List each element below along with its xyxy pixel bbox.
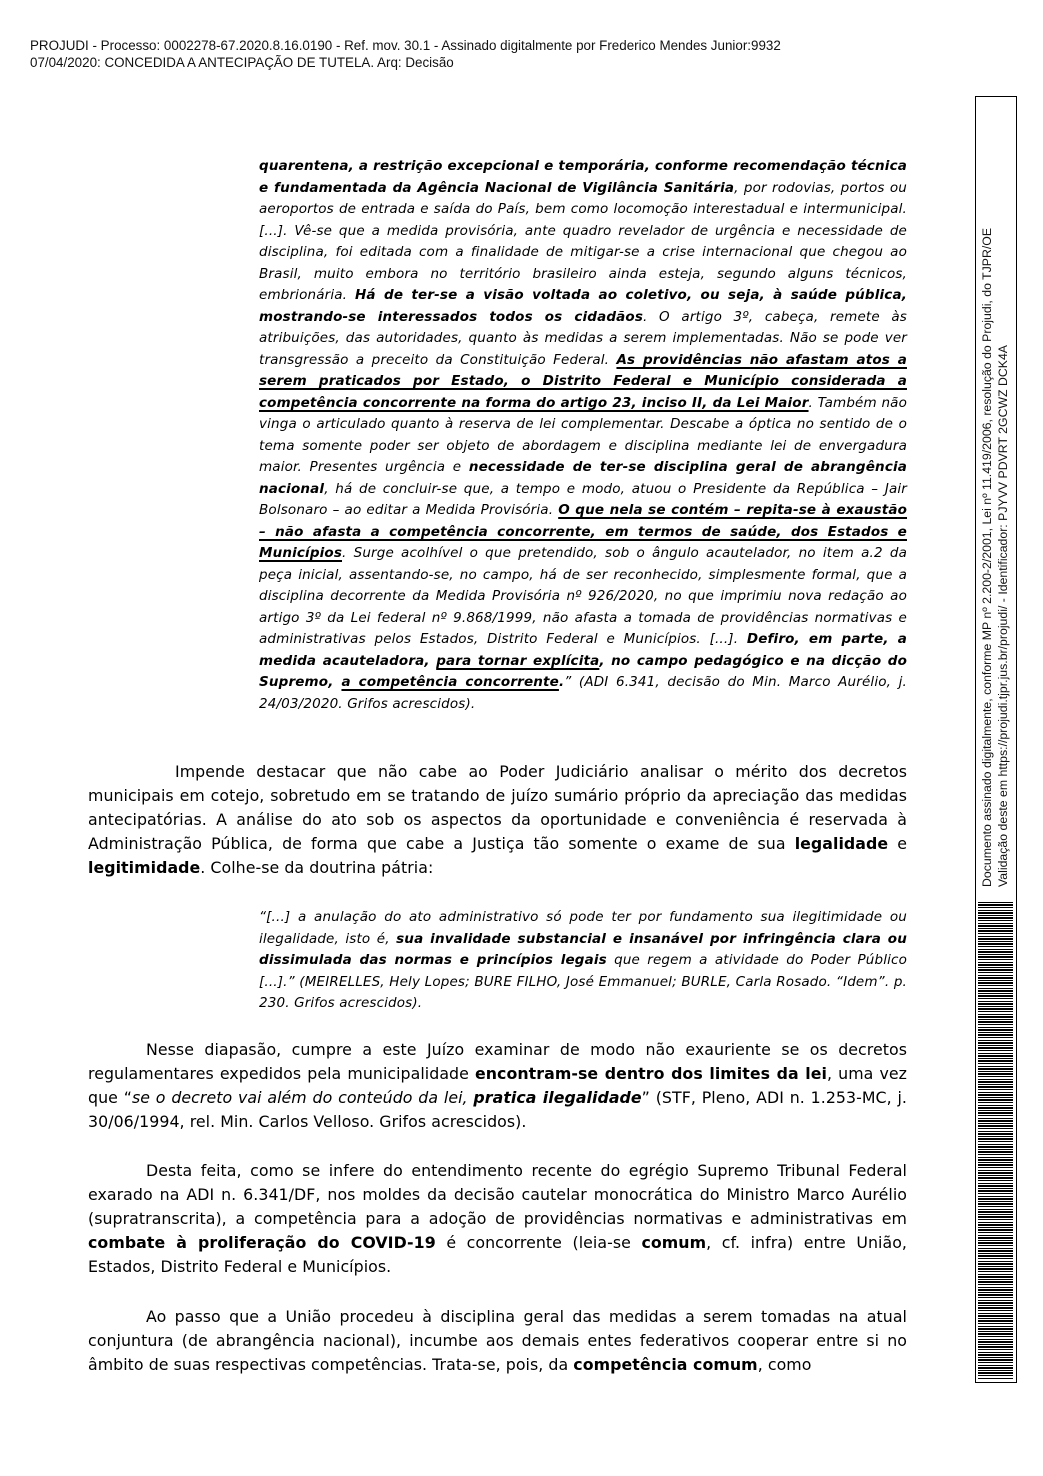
quote-text: . Também não vinga o articulado quanto à reserva de lei complementar. Descabe a óptica no sentido de o tema somente poder ser objeto de abordagem e disciplina mediante lei de envergadura maior. Presentes urgência e [259, 394, 908, 475]
quote-bold-text: . [558, 674, 565, 690]
quote-bold-text: Defiro, em parte, a medida acauteladora, [259, 631, 907, 669]
paragraph-bold-italic-text: pratica ilegalidade [473, 1088, 642, 1107]
paragraph-italic-text: se o decreto vai além do conteúdo da lei, [131, 1088, 474, 1107]
paragraph-text: Ao passo que a União procedeu à disciplina geral das medidas a serem tomadas na atual conjuntura (de abrangência nacional), incumbe aos demais entes federativos cooperar entre si no âmbito de suas respectivas competências. Trata-se, pois, da [88, 1307, 907, 1374]
quote-adi-6341 [259, 156, 907, 715]
header-decision-line: 07/04/2020: CONCEDIDA A ANTECIPAÇÃO DE TUTELA. Arq: Decisão [30, 55, 454, 70]
quote-text: “[...] a anulação do ato administrativo só pode ter por fundamento sua ilegitimidade ou ilegalidade, isto é, [259, 909, 907, 947]
quote-text: , por rodovias, portos ou aeroportos de entrada e saída do País, bem como locomoção interestadual e intermunicipal. [...]. Vê-se que a medida provisória, ante quadro revelador de urgência e necessidade de disciplina, foi editada com a finalidade de mitigar-se a crise internacional que chegou ao Brasil, muito embora no território brasileiro ainda esteja, segundo alguns técnicos, embrionária. [259, 179, 907, 303]
paragraph-text: ” (STF, Pleno, ADI n. 1.253-MC, j. 30/06/1994, rel. Min. Carlos Velloso. Grifos acrescidos). [88, 1088, 908, 1131]
paragraph-merito [88, 760, 907, 880]
paragraph-bold-text: competência comum [573, 1355, 758, 1374]
paragraph-desta-feita [88, 1159, 907, 1279]
paragraph-text: . Colhe-se da doutrina pátria: [200, 858, 434, 877]
paragraph-diapasao [88, 1038, 907, 1134]
quote-citation: ” (ADI 6.341, decisão do Min. Marco Aurélio, j. 24/03/2020. Grifos acrescidos). [259, 674, 907, 712]
paragraph-text: , cf. infra) entre União, Estados, Distrito Federal e Municípios. [88, 1233, 907, 1276]
paragraph-bold-text: legalidade [794, 834, 889, 853]
paragraph-bold-text: comum [641, 1233, 707, 1252]
quote-bold-text: quarentena, a restrição excepcional e temporária, conforme recomendação técnica e fundamentada da Agência Nacional de Vigilância Sanitária [259, 158, 907, 196]
signature-validation-text [979, 107, 1013, 887]
paragraph-text: , como [757, 1355, 812, 1374]
quote-text: que regem a atividade do Poder Público [...].” (MEIRELLES, Hely Lopes; BURE FILHO, José Emmanuel; BURLE, Carla Rosado. “Idem”. p. 230. Grifos acrescidos). [259, 952, 907, 1011]
header-process-line: PROJUDI - Processo: 0002278-67.2020.8.16.0190 - Ref. mov. 30.1 - Assinado digitalmente por Frederico Mendes Junior:9932 [30, 38, 781, 53]
paragraph-text: Desta feita, como se infere do entendimento recente do egrégio Supremo Tribunal Federal exarado na ADI n. 6.341/DF, nos moldes da decisão cautelar monocrática do Ministro Marco Aurélio (supratranscrita), a competência para a adoção de providências normativas e administrativas em [88, 1161, 907, 1228]
quote-bold-underlined-text: para tornar explícita [436, 652, 600, 669]
quote-text: , há de concluir-se que, a tempo e modo, atuou o Presidente da República – Jair Bolsonaro – ao editar a Medida Provisória. [259, 480, 907, 518]
paragraph-text: Nesse diapasão, cumpre a este Juízo examinar de modo não exauriente se os decretos regulamentares expedidos pela municipalidade [88, 1040, 907, 1083]
quote-bold-underlined-text: As providências não afastam atos a serem praticados por Estado, o Distrito Federal e Município considerada a competência concorrente na forma do artigo 23, inciso II, da Lei Maior [259, 351, 907, 411]
paragraph-text: e [888, 834, 907, 853]
document-header [30, 37, 930, 71]
paragraph-bold-text: combate à proliferação do COVID-19 [88, 1233, 436, 1252]
paragraph-uniao [88, 1305, 907, 1377]
signature-sidebar [975, 96, 1017, 1383]
quote-bold-text: , no campo pedagógico e na dicção do Supremo, [259, 652, 907, 690]
quote-bold-underlined-text: O que nela se contém – repita-se à exaustão – não afasta a competência concorrente, em termos de saúde, dos Estados e Municípios [259, 502, 908, 561]
paragraph-bold-text: encontram-se dentro dos limites da lei [475, 1064, 827, 1083]
signature-line: Documento assinado digitalmente, conforme MP nº 2.200-2/2001, Lei nº 11.419/2006, resolução do Projudi, do TJPR/OE [980, 227, 994, 887]
quote-bold-text: sua invalidade substancial e insanável por infringência clara ou dissimulada das normas e princípios legais [259, 930, 907, 968]
paragraph-text: é concorrente (leia-se [435, 1233, 642, 1252]
quote-bold-underlined-text: a competência concorrente [341, 674, 559, 690]
quote-bold-text: Há de ter-se a visão voltada ao coletivo, ou seja, à saúde pública, mostrando-se interessados todos os cidadãos [259, 287, 907, 325]
paragraph-bold-text: legitimidade [88, 858, 201, 877]
paragraph-text: , uma vez que “ [88, 1064, 907, 1107]
barcode [978, 902, 1013, 1380]
quote-text: . O artigo 3º, cabeça, remete às atribuições, das autoridades, quanto às medidas a serem implementadas. Não se pode ver transgressão a preceito da Constituição Federal. [259, 308, 907, 368]
quote-meirelles [259, 907, 907, 1015]
validation-line: Validação deste em https://projudi.tjpr.jus.br/projudi/ - Identificador: PJYVV PDVRT 2GCWZ DCK4A [996, 345, 1010, 887]
quote-bold-text: necessidade de ter-se disciplina geral de abrangência nacional [259, 459, 908, 497]
paragraph-text: Impende destacar que não cabe ao Poder Judiciário analisar o mérito dos decretos municipais em cotejo, sobretudo em se tratando de juízo sumário próprio da apreciação das medidas antecipatórias. A análise do ato sob os aspectos da oportunidade e conveniência é reservada à Administração Pública, de forma que cabe a Justiça tão somente o exame de sua [88, 762, 907, 853]
quote-text: . Surge acolhível o que pretendido, sob o ângulo acautelador, no item a.2 da peça inicial, assentando-se, no campo, há de ser reconhecido, simplesmente formal, que a disciplina decorrente da Medida Provisória nº 926/2020, no que imprimiu nova redação ao artigo 3º da Lei federal nº 9.868/1999, não afasta a tomada de providências normativas e administrativas pelos Estados, Distrito Federal e Municípios. [...]. [259, 545, 907, 647]
